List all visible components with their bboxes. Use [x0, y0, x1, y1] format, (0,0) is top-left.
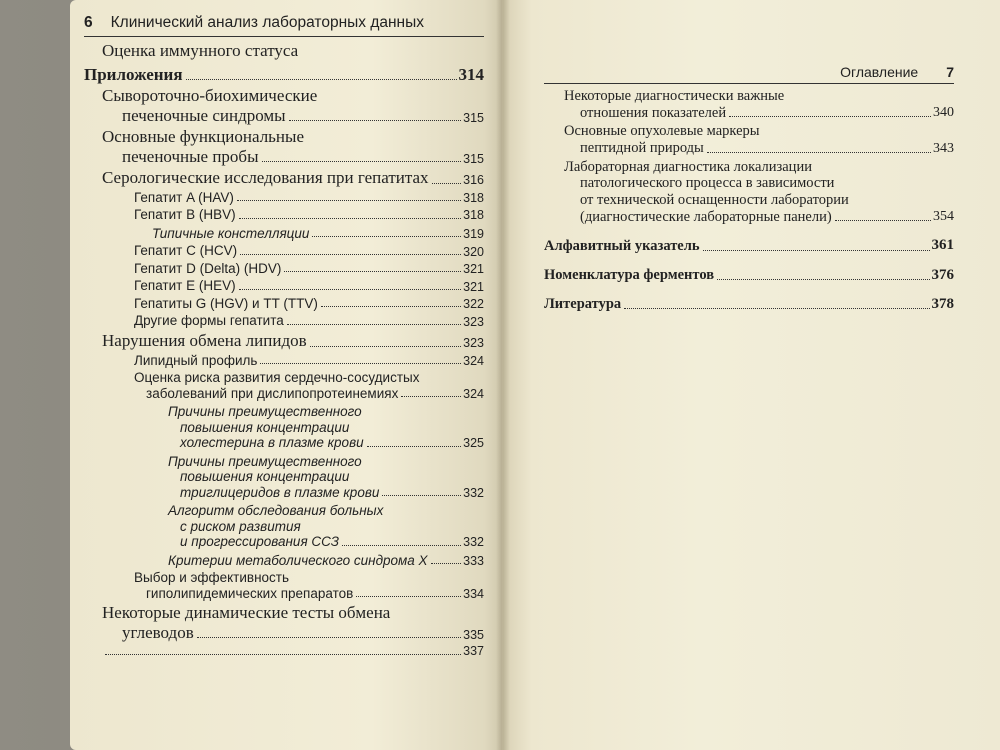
- toc-entry-title: Причины преимущественного: [168, 453, 362, 469]
- toc-entry-title: заболеваний при дислипопротеинемиях: [146, 385, 399, 401]
- toc-entry-line: [544, 105, 954, 122]
- toc-page-number: 315: [463, 151, 484, 166]
- toc-entry-title: Алгоритм обследования больных: [168, 503, 384, 519]
- toc-entry: [84, 190, 484, 206]
- toc-entry-line: [84, 435, 484, 451]
- toc-page-number: 332: [463, 485, 484, 500]
- toc-entry: [84, 261, 484, 277]
- toc-entry-line: [84, 644, 484, 658]
- toc-entry: [84, 207, 484, 223]
- toc-entry: [544, 88, 954, 121]
- toc-entry-title: Липидный профиль: [134, 352, 258, 368]
- toc-page-number: 321: [463, 262, 484, 277]
- leader-dots: [321, 306, 461, 307]
- leader-dots: [835, 220, 931, 221]
- toc-entry-title: и прогрессирования ССЗ: [180, 534, 340, 550]
- toc-page-number: 318: [463, 208, 484, 223]
- toc-page-number: 315: [463, 110, 484, 125]
- toc-entry: [84, 331, 484, 351]
- toc-entry-title: Некоторые диагностически важные: [564, 88, 785, 104]
- leader-dots: [262, 161, 462, 162]
- toc-entry-line: [544, 209, 954, 226]
- toc-entry-title: Основные функциональные: [102, 127, 304, 147]
- toc-entry-title: повышения концентрации: [180, 419, 350, 435]
- toc-entry: [544, 123, 954, 156]
- leader-dots: [624, 308, 929, 309]
- toc-page-number: 343: [933, 140, 954, 156]
- toc-entry-title: Гепатит B (HBV): [134, 207, 236, 223]
- toc-entry: [84, 65, 484, 85]
- toc-page-number: 323: [463, 314, 484, 329]
- toc-entry: [544, 159, 954, 226]
- toc-entry: [84, 603, 484, 642]
- left-page: [70, 0, 502, 750]
- toc-entry-title: Оценка иммунного статуса: [102, 41, 299, 60]
- toc-entry-title: от технической оснащенности лаборатории: [580, 192, 849, 209]
- toc-page-number: 376: [931, 266, 954, 283]
- toc-entry-title: отношения показателей: [580, 104, 727, 121]
- toc-entry-title: углеводов: [122, 622, 194, 642]
- toc-entry-line: [544, 140, 954, 157]
- toc-entry-line: [84, 534, 484, 550]
- toc-entry-title: с риском развития: [180, 518, 301, 534]
- leader-dots: [432, 183, 462, 184]
- leader-dots: [289, 120, 462, 121]
- toc-entry: [544, 237, 954, 254]
- toc-entry: [84, 41, 484, 61]
- leader-dots: [237, 200, 461, 201]
- right-running-header: [544, 64, 954, 84]
- toc-entry: [84, 404, 484, 451]
- toc-entry: [84, 553, 484, 569]
- toc-entry-line: [544, 237, 954, 254]
- toc-page-number: 325: [463, 436, 484, 451]
- toc-entry-line: [84, 65, 484, 85]
- toc-entry-title: Некоторые динамические тесты обмена: [102, 603, 391, 623]
- leader-dots: [239, 289, 462, 290]
- toc-entry-line: [84, 207, 484, 223]
- leader-dots: [239, 218, 462, 219]
- toc-page-number: 321: [463, 279, 484, 294]
- right-running-title: Оглавление: [840, 64, 919, 80]
- toc-entry-title: Гепатит E (HEV): [134, 278, 236, 294]
- toc-entry-line: [84, 386, 484, 402]
- toc-entry-title: Основные опухолевые маркеры: [564, 123, 760, 140]
- toc-entry-title: холестерина в плазме крови: [180, 435, 364, 451]
- toc-entry-line: [84, 313, 484, 329]
- toc-entry-title: Гепатит D (Delta) (HDV): [134, 260, 282, 276]
- toc-entry-line: [84, 147, 484, 167]
- toc-entry-line: [84, 553, 484, 569]
- leader-dots: [401, 396, 461, 397]
- toc-page-number: 332: [463, 535, 484, 550]
- toc-entry-line: [84, 586, 484, 602]
- toc-entry-title: Гепатит A (HAV): [134, 189, 234, 205]
- toc-entry-title: Типичные констелляции: [152, 225, 310, 241]
- toc-entry: [84, 370, 484, 401]
- toc-entry-title: Сывороточно-биохимические: [102, 86, 318, 106]
- toc-entry-title: Другие формы гепатита: [134, 313, 284, 329]
- leader-dots: [729, 116, 931, 117]
- toc-entry: [544, 296, 954, 313]
- toc-page-number: 324: [463, 386, 484, 401]
- toc-entry-title: Выбор и эффективность: [134, 570, 289, 586]
- toc-entry: [84, 353, 484, 369]
- leader-dots: [431, 563, 462, 564]
- left-page-number: 6: [84, 14, 93, 31]
- toc-entry: [84, 86, 484, 125]
- toc-entry: [84, 127, 484, 166]
- toc-entry: [84, 168, 484, 188]
- right-page-number: 7: [946, 64, 954, 80]
- toc-entry-title: Серологические исследования при гепатитах: [102, 168, 429, 188]
- toc-entry: [84, 570, 484, 601]
- toc-entry-line: [84, 278, 484, 294]
- toc-entry-title: Нарушения обмена липидов: [102, 330, 307, 350]
- leader-dots: [240, 254, 461, 255]
- toc-entry-title: гиполипидемических препаратов: [146, 585, 354, 601]
- toc-page-number: 323: [463, 336, 484, 351]
- toc-entry-title: Причины преимущественного: [168, 404, 362, 420]
- leader-dots: [717, 279, 929, 280]
- toc-entry-title: Алфавитный указатель: [544, 237, 700, 254]
- toc-entry-line: [84, 190, 484, 206]
- toc-entry-title: патологического процесса в зависимости: [580, 175, 835, 192]
- toc-entry-title: пептидной природы: [580, 140, 704, 157]
- leader-dots: [312, 236, 461, 237]
- toc-entry: [84, 313, 484, 329]
- leader-dots: [186, 79, 457, 80]
- toc-page-number: 319: [463, 227, 484, 241]
- leader-dots: [287, 324, 461, 325]
- toc-entry: [84, 226, 484, 242]
- toc-page-number: 333: [463, 553, 484, 568]
- toc-entry: [544, 267, 954, 284]
- toc-entry-line: [84, 485, 484, 501]
- toc-entry-title: триглицеридов в плазме крови: [180, 484, 380, 500]
- left-toc: [84, 41, 484, 659]
- right-page: [502, 0, 1000, 750]
- toc-entry-line: [84, 226, 484, 242]
- toc-entry-title: Номенклатура ферментов: [544, 267, 715, 284]
- toc-page-number: 340: [933, 105, 954, 121]
- leader-dots: [310, 346, 462, 347]
- toc-entry: [84, 243, 484, 259]
- toc-entry-line: [544, 267, 954, 284]
- toc-entry-line: [84, 331, 484, 351]
- toc-entry-line: [84, 296, 484, 312]
- leader-dots: [703, 250, 930, 251]
- toc-entry: [84, 296, 484, 312]
- toc-entry: [84, 454, 484, 501]
- toc-page-number: 354: [933, 209, 954, 225]
- toc-page-number: 324: [463, 353, 484, 368]
- toc-page-number: 361: [931, 237, 954, 254]
- toc-entry-line: [84, 41, 484, 61]
- toc-page-number: 337: [463, 644, 484, 659]
- left-page-content: [84, 14, 484, 659]
- leader-dots: [382, 495, 461, 496]
- toc-page-number: 314: [458, 64, 484, 84]
- toc-entry-line: [84, 168, 484, 188]
- toc-entry-title: повышения концентрации: [180, 469, 350, 485]
- toc-entry-title: Оценка риска развития сердечно-сосудистых: [134, 370, 420, 386]
- book-spread: [70, 0, 1000, 750]
- toc-entry-line: [84, 623, 484, 643]
- toc-entry-line: [84, 106, 484, 126]
- left-running-header: [84, 14, 484, 37]
- toc-entry-line: [84, 353, 484, 369]
- toc-entry: [84, 644, 484, 658]
- toc-entry: [84, 278, 484, 294]
- toc-entry-title: Гепатит C (HCV): [134, 243, 238, 259]
- leader-dots: [342, 545, 461, 546]
- toc-entry-title: печеночные синдромы: [122, 105, 286, 125]
- right-page-content: [544, 64, 954, 313]
- toc-entry-title: Литература: [544, 296, 622, 313]
- leader-dots: [284, 271, 461, 272]
- leader-dots: [367, 446, 462, 447]
- toc-page-number: 318: [463, 190, 484, 205]
- toc-entry-line: [84, 261, 484, 277]
- leader-dots: [707, 152, 931, 153]
- toc-entry-title: (диагностические лабораторные панели): [580, 208, 832, 225]
- toc-entry-title: Критерии метаболического синдрома X: [168, 552, 428, 568]
- toc-page-number: 322: [463, 297, 484, 312]
- toc-page-number: 335: [463, 627, 484, 642]
- toc-entry: [84, 503, 484, 550]
- toc-page-number: 378: [931, 295, 954, 312]
- leader-dots: [197, 637, 461, 638]
- leader-dots: [356, 596, 461, 597]
- toc-page-number: 334: [463, 586, 484, 601]
- toc-entry-title: Лабораторная диагностика локализации: [564, 158, 812, 175]
- toc-page-number: 316: [463, 173, 484, 188]
- toc-entry-title: Приложения: [84, 64, 183, 84]
- leader-dots: [105, 654, 461, 655]
- left-running-title: Клинический анализ лабораторных данных: [110, 14, 425, 31]
- toc-entry-title: Гепатиты G (HGV) и TT (TTV): [134, 295, 318, 311]
- right-toc: [544, 88, 954, 313]
- toc-entry-line: [84, 243, 484, 259]
- toc-page-number: 320: [463, 244, 484, 259]
- leader-dots: [260, 363, 461, 364]
- book-gutter: [496, 0, 510, 750]
- toc-entry-title: печеночные пробы: [122, 146, 259, 166]
- toc-entry-line: [544, 296, 954, 313]
